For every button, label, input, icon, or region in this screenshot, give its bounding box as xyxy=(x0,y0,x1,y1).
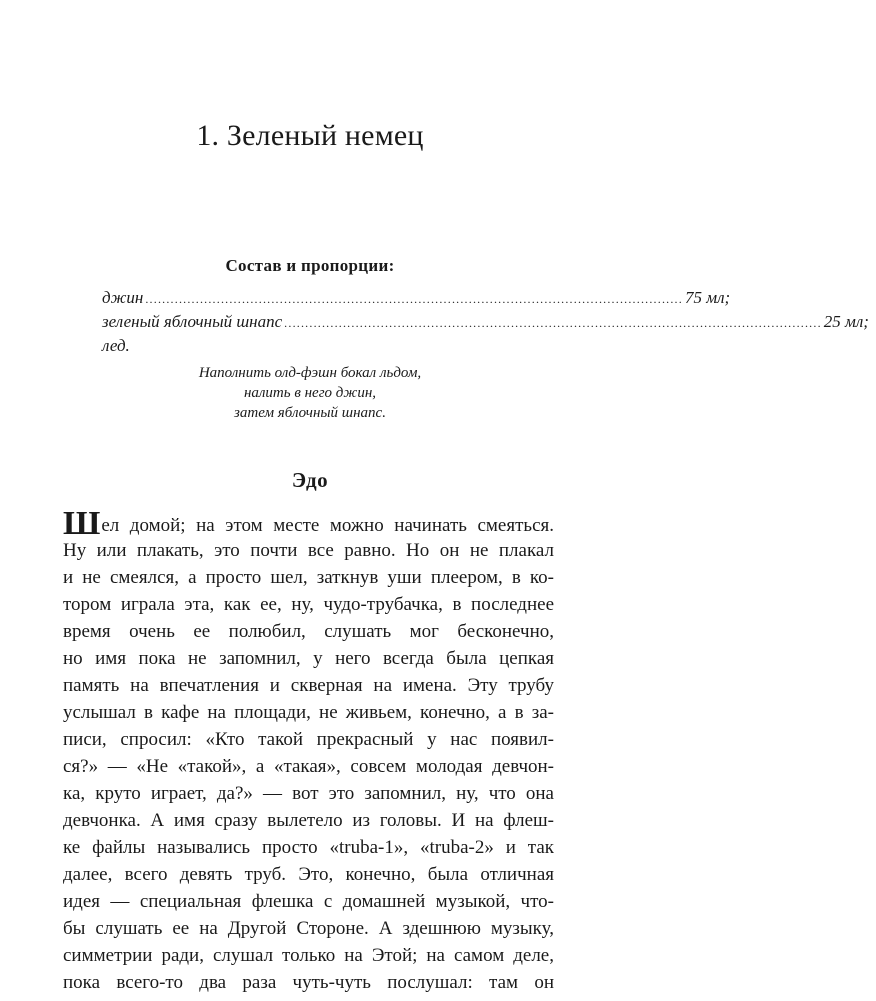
instruction-line: Наполнить олд-фэшн бокал льдом, xyxy=(198,365,422,381)
ingredient-amount: 75 мл; xyxy=(684,288,731,307)
section-title: Эдо xyxy=(291,468,329,492)
text-line: ся?» — «Не «такой», а «такая», совсем молодая девчон- xyxy=(63,756,554,777)
ingredient-amount: 25 мл; xyxy=(823,312,869,331)
instruction-line: налить в него джин, xyxy=(243,385,377,401)
ingredient-name: зеленый яблочный шнапс xyxy=(102,312,283,331)
drop-cap: Ш xyxy=(63,505,101,542)
recipe-instructions xyxy=(0,363,620,423)
text-line: ке файлы назывались просто «truba-1», «truba-2» и так xyxy=(63,837,554,858)
ingredients-heading: Состав и пропорции: xyxy=(225,256,395,275)
text-line: время очень ее полюбил, слушать мог бесконечно, xyxy=(63,621,554,642)
dot-leader: ................................................................................................................................ xyxy=(145,292,683,306)
text-line: тором играла эта, как ее, ну, чудо-трубачка, в последнее xyxy=(63,594,554,615)
ingredient-row xyxy=(102,334,484,358)
text-line: память на впечатления и скверная на имена. Эту трубу xyxy=(63,675,554,696)
ingredient-name: лед. xyxy=(102,336,130,355)
chapter-title: 1. Зеленый немец xyxy=(196,119,424,152)
ingredient-row xyxy=(102,310,869,334)
text-line: идея — специальная флешка с домашней музыкой, что- xyxy=(63,891,554,912)
text-line: пока всего-то два раза чуть-чуть послушал: там он xyxy=(63,972,554,993)
ingredient-name: джин xyxy=(102,288,144,307)
text-line: и не смеялся, а просто шел, заткнув уши плеером, в ко- xyxy=(63,567,554,588)
text-line: симметрии ради, слушал только на Этой; на самом деле, xyxy=(63,945,554,966)
text-line: писи, спросил: «Кто такой прекрасный у нас появил- xyxy=(63,729,554,750)
instruction-line: затем яблочный шнапс. xyxy=(234,405,386,421)
text-line: ка, круто играет, да?» — вот это запомнил, ну, что она xyxy=(63,783,554,804)
text-line: девчонка. А имя сразу вылетело из головы. И на флеш- xyxy=(63,810,554,831)
text-line xyxy=(63,505,554,542)
text-line-content: ел домой; на этом месте можно начинать смеяться. xyxy=(101,515,554,536)
ingredient-row xyxy=(102,286,731,310)
body-text xyxy=(63,505,554,996)
text-line: бы слушать ее на Другой Стороне. А здешнюю музыку, xyxy=(63,918,554,939)
text-line: далее, всего девять труб. Это, конечно, была отличная xyxy=(63,864,554,885)
ingredients-list xyxy=(102,286,869,358)
text-line: но имя пока не запомнил, у него всегда была цепкая xyxy=(63,648,554,669)
text-line: Ну или плакать, это почти все равно. Но он не плакал xyxy=(63,540,554,561)
dot-leader: ................................................................................................................................ xyxy=(284,316,822,330)
text-line: услышал в кафе на площади, не живьем, конечно, а в за- xyxy=(63,702,554,723)
